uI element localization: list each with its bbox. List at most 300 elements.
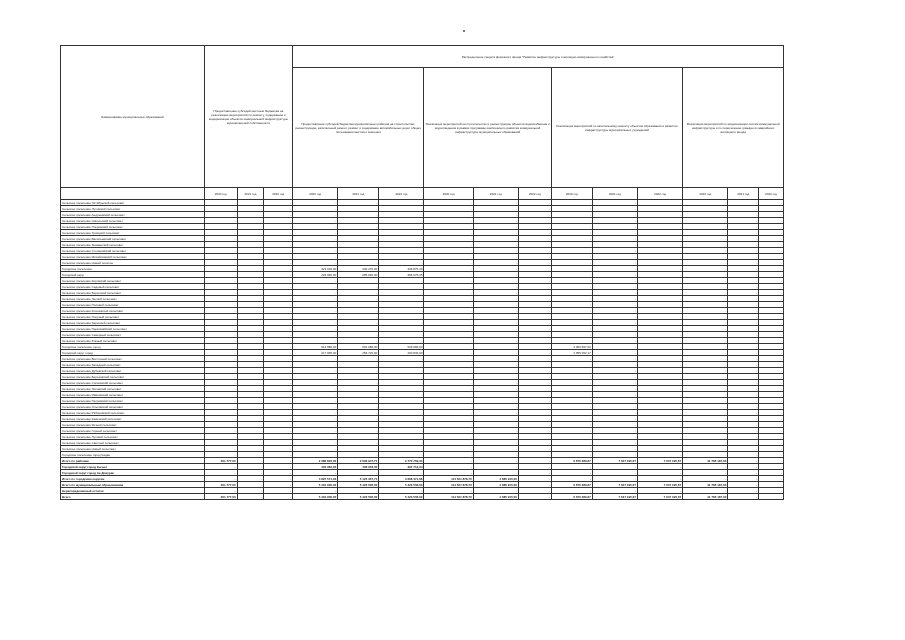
- value-cell: -: [379, 410, 424, 416]
- municipality-name: Сельское поселение Каменский сельсовет: [61, 416, 205, 422]
- value-cell: -: [293, 386, 338, 392]
- value-cell: -: [592, 290, 637, 296]
- value-cell: -: [293, 452, 338, 458]
- value-cell: -: [759, 440, 784, 446]
- value-cell: -: [551, 452, 592, 458]
- value-cell: -: [264, 278, 293, 284]
- value-cell: -: [683, 218, 728, 224]
- value-cell: -: [728, 356, 759, 362]
- value-cell: -: [759, 386, 784, 392]
- value-cell: -: [683, 488, 728, 494]
- value-cell: -: [424, 254, 473, 260]
- value-cell: -: [759, 218, 784, 224]
- value-cell: -: [379, 380, 424, 386]
- value-cell: 261 777,00: [204, 482, 237, 488]
- value-cell: -: [551, 380, 592, 386]
- value-cell: -: [638, 422, 683, 428]
- value-cell: -: [759, 356, 784, 362]
- value-cell: -: [473, 290, 518, 296]
- value-cell: -: [592, 320, 637, 326]
- value-cell: -: [264, 380, 293, 386]
- municipality-name: Сельское поселение Андреевский сельсовет: [61, 212, 205, 218]
- value-cell: -: [518, 272, 551, 278]
- value-cell: -: [293, 248, 338, 254]
- value-cell: -: [518, 302, 551, 308]
- value-cell: -: [204, 200, 237, 206]
- value-cell: -: [638, 488, 683, 494]
- value-cell: -: [338, 386, 379, 392]
- value-cell: -: [264, 344, 293, 350]
- value-cell: -: [592, 206, 637, 212]
- value-cell: -: [204, 290, 237, 296]
- value-cell: -: [293, 212, 338, 218]
- value-cell: -: [293, 338, 338, 344]
- value-cell: -: [728, 494, 759, 500]
- value-cell: -: [293, 302, 338, 308]
- value-cell: -: [204, 248, 237, 254]
- value-cell: 7 647 195,67: [638, 482, 683, 488]
- value-cell: -: [338, 404, 379, 410]
- value-cell: -: [379, 224, 424, 230]
- year-header: 2020 год: [293, 188, 338, 200]
- value-cell: -: [237, 302, 264, 308]
- value-cell: -: [518, 470, 551, 476]
- value-cell: -: [518, 254, 551, 260]
- value-cell: 7 647 195,67: [638, 494, 683, 500]
- value-cell: -: [424, 290, 473, 296]
- value-cell: -: [638, 302, 683, 308]
- value-cell: -: [759, 248, 784, 254]
- value-cell: 7 647 195,67: [638, 458, 683, 464]
- value-cell: -: [379, 248, 424, 254]
- value-cell: -: [728, 236, 759, 242]
- value-cell: -: [293, 356, 338, 362]
- year-header: 2021 год: [473, 188, 518, 200]
- municipality-name: Сельское поселение Ольховский сельсовет: [61, 404, 205, 410]
- value-cell: -: [683, 278, 728, 284]
- value-cell: -: [551, 320, 592, 326]
- value-cell: -: [759, 362, 784, 368]
- value-cell: -: [338, 470, 379, 476]
- municipality-name: Сельское поселение Знаменский сельсовет: [61, 242, 205, 248]
- value-cell: -: [592, 416, 637, 422]
- header-program: Распределение средств Дорожного фонда "Развитие инфраструктуры и жилищно-коммунального хозяйства": [293, 46, 784, 68]
- value-cell: -: [728, 230, 759, 236]
- value-cell: -: [728, 290, 759, 296]
- value-cell: -: [204, 410, 237, 416]
- year-header-blank: [61, 188, 205, 200]
- value-cell: -: [424, 284, 473, 290]
- value-cell: -: [759, 404, 784, 410]
- value-cell: -: [638, 452, 683, 458]
- value-cell: -: [379, 428, 424, 434]
- value-cell: -: [473, 350, 518, 356]
- value-cell: -: [683, 290, 728, 296]
- value-cell: -: [683, 410, 728, 416]
- value-cell: -: [518, 386, 551, 392]
- value-cell: -: [592, 464, 637, 470]
- value-cell: -: [424, 266, 473, 272]
- value-cell: -: [204, 218, 237, 224]
- value-cell: -: [592, 386, 637, 392]
- value-cell: -: [237, 452, 264, 458]
- value-cell: -: [473, 200, 518, 206]
- municipality-name: Сельское поселение Липовский сельсовет: [61, 386, 205, 392]
- value-cell: -: [638, 464, 683, 470]
- value-cell: -: [728, 380, 759, 386]
- value-cell: -: [424, 338, 473, 344]
- value-cell: -: [424, 260, 473, 266]
- municipality-name: Городское поселение город Чадан: [61, 452, 205, 458]
- value-cell: -: [424, 356, 473, 362]
- value-cell: 5 423 506,00: [379, 494, 424, 500]
- value-cell: -: [683, 476, 728, 482]
- value-cell: -: [592, 476, 637, 482]
- value-cell: -: [518, 380, 551, 386]
- value-cell: -: [264, 416, 293, 422]
- value-cell: -: [592, 470, 637, 476]
- municipality-name: Сельское поселение Лесной сельсовет: [61, 296, 205, 302]
- value-cell: -: [293, 428, 338, 434]
- value-cell: -: [728, 422, 759, 428]
- value-cell: 41 785 187,00: [683, 458, 728, 464]
- municipality-name: Сельское поселение Речной сельсовет: [61, 422, 205, 428]
- value-cell: -: [237, 374, 264, 380]
- value-cell: -: [204, 254, 237, 260]
- value-cell: -: [338, 320, 379, 326]
- value-cell: -: [473, 242, 518, 248]
- value-cell: -: [592, 254, 637, 260]
- value-cell: 2 955 062,17: [551, 350, 592, 356]
- value-cell: -: [518, 218, 551, 224]
- value-cell: -: [551, 446, 592, 452]
- value-cell: -: [638, 440, 683, 446]
- value-cell: -: [237, 212, 264, 218]
- value-cell: -: [728, 374, 759, 380]
- value-cell: -: [518, 260, 551, 266]
- value-cell: 114 521 878,70: [424, 494, 473, 500]
- value-cell: -: [293, 368, 338, 374]
- value-cell: -: [424, 224, 473, 230]
- value-cell: -: [592, 368, 637, 374]
- value-cell: 397 712,34: [379, 464, 424, 470]
- value-cell: -: [759, 344, 784, 350]
- value-cell: -: [638, 308, 683, 314]
- table-body: [61, 200, 784, 500]
- municipality-name: Сельское поселение Троицкий сельсовет: [61, 230, 205, 236]
- value-cell: -: [237, 434, 264, 440]
- value-cell: -: [204, 368, 237, 374]
- value-cell: -: [638, 296, 683, 302]
- value-cell: -: [551, 248, 592, 254]
- value-cell: 4 897 571,00: [293, 476, 338, 482]
- value-cell: 261 777,00: [204, 458, 237, 464]
- value-cell: -: [592, 272, 637, 278]
- municipality-name: Городское поселение: [61, 266, 205, 272]
- value-cell: -: [473, 488, 518, 494]
- value-cell: -: [424, 218, 473, 224]
- value-cell: -: [551, 242, 592, 248]
- value-cell: -: [379, 314, 424, 320]
- value-cell: -: [237, 272, 264, 278]
- value-cell: 4 685 915,00: [473, 482, 518, 488]
- value-cell: -: [424, 296, 473, 302]
- value-cell: -: [338, 356, 379, 362]
- value-cell: -: [683, 254, 728, 260]
- value-cell: -: [759, 278, 784, 284]
- value-cell: -: [592, 380, 637, 386]
- value-cell: -: [338, 374, 379, 380]
- value-cell: -: [728, 458, 759, 464]
- value-cell: -: [551, 356, 592, 362]
- value-cell: -: [293, 230, 338, 236]
- value-cell: -: [759, 302, 784, 308]
- value-cell: -: [264, 452, 293, 458]
- value-cell: -: [592, 332, 637, 338]
- value-cell: -: [683, 446, 728, 452]
- value-cell: -: [473, 404, 518, 410]
- value-cell: -: [264, 494, 293, 500]
- value-cell: -: [592, 356, 637, 362]
- value-cell: -: [473, 224, 518, 230]
- municipality-name: Городской округ город: [61, 350, 205, 356]
- value-cell: -: [638, 446, 683, 452]
- value-cell: -: [293, 296, 338, 302]
- value-cell: 7 647 195,67: [592, 458, 637, 464]
- value-cell: -: [638, 236, 683, 242]
- year-header: 2020 год: [683, 188, 728, 200]
- value-cell: -: [424, 236, 473, 242]
- value-cell: -: [473, 296, 518, 302]
- value-cell: -: [518, 440, 551, 446]
- value-cell: -: [728, 302, 759, 308]
- municipality-name: Сельское поселение Южный сельсовет: [61, 338, 205, 344]
- value-cell: -: [237, 296, 264, 302]
- value-cell: -: [683, 200, 728, 206]
- value-cell: -: [759, 224, 784, 230]
- value-cell: -: [237, 260, 264, 266]
- value-cell: -: [592, 224, 637, 230]
- value-cell: -: [759, 470, 784, 476]
- year-header: 2021 год: [237, 188, 264, 200]
- value-cell: -: [728, 470, 759, 476]
- value-cell: -: [264, 488, 293, 494]
- value-cell: -: [473, 332, 518, 338]
- value-cell: -: [379, 404, 424, 410]
- value-cell: 3 668 471,68: [379, 476, 424, 482]
- municipality-name: Сельское поселение Ключевской сельсовет: [61, 308, 205, 314]
- value-cell: -: [264, 458, 293, 464]
- value-cell: -: [759, 398, 784, 404]
- value-cell: 3 000 567,00: [551, 344, 592, 350]
- value-cell: -: [293, 488, 338, 494]
- value-cell: -: [728, 206, 759, 212]
- value-cell: -: [424, 212, 473, 218]
- value-cell: -: [759, 452, 784, 458]
- value-cell: -: [759, 350, 784, 356]
- value-cell: -: [551, 224, 592, 230]
- value-cell: -: [204, 308, 237, 314]
- value-cell: -: [728, 398, 759, 404]
- value-cell: -: [683, 404, 728, 410]
- value-cell: -: [551, 476, 592, 482]
- value-cell: -: [379, 320, 424, 326]
- value-cell: -: [728, 254, 759, 260]
- value-cell: -: [379, 260, 424, 266]
- value-cell: -: [518, 296, 551, 302]
- value-cell: -: [551, 428, 592, 434]
- value-cell: -: [473, 284, 518, 290]
- value-cell: -: [264, 470, 293, 476]
- value-cell: -: [551, 284, 592, 290]
- value-cell: -: [237, 386, 264, 392]
- value-cell: -: [728, 410, 759, 416]
- value-cell: -: [551, 272, 592, 278]
- value-cell: -: [237, 464, 264, 470]
- value-cell: -: [264, 206, 293, 212]
- value-cell: -: [473, 206, 518, 212]
- year-header: 2022 год: [638, 188, 683, 200]
- value-cell: -: [638, 200, 683, 206]
- value-cell: -: [473, 398, 518, 404]
- value-cell: -: [592, 410, 637, 416]
- value-cell: -: [518, 398, 551, 404]
- value-cell: -: [473, 302, 518, 308]
- value-cell: -: [638, 386, 683, 392]
- value-cell: -: [638, 374, 683, 380]
- value-cell: -: [728, 272, 759, 278]
- value-cell: -: [293, 314, 338, 320]
- value-cell: -: [638, 254, 683, 260]
- value-cell: 5 404 900,00: [293, 482, 338, 488]
- value-cell: -: [473, 380, 518, 386]
- value-cell: -: [473, 434, 518, 440]
- year-header: 2022 год: [264, 188, 293, 200]
- value-cell: -: [592, 218, 637, 224]
- value-cell: -: [683, 242, 728, 248]
- value-cell: -: [592, 404, 637, 410]
- value-cell: -: [728, 368, 759, 374]
- value-cell: -: [683, 350, 728, 356]
- value-cell: -: [638, 356, 683, 362]
- value-cell: -: [728, 392, 759, 398]
- municipality-name: Сельское поселение Петровский сельсовет: [61, 398, 205, 404]
- value-cell: -: [204, 266, 237, 272]
- value-cell: -: [683, 332, 728, 338]
- value-cell: -: [518, 464, 551, 470]
- value-cell: -: [551, 422, 592, 428]
- value-cell: -: [379, 200, 424, 206]
- municipality-name: Сельское поселение Новый сельсовет: [61, 446, 205, 452]
- value-cell: -: [728, 362, 759, 368]
- value-cell: -: [759, 494, 784, 500]
- value-cell: -: [638, 278, 683, 284]
- value-cell: -: [424, 230, 473, 236]
- municipality-name: Сельское поселение Дубовский сельсовет: [61, 368, 205, 374]
- municipality-name: Городской округ город Ак-Довурак: [61, 470, 205, 476]
- value-cell: -: [592, 422, 637, 428]
- value-cell: -: [424, 344, 473, 350]
- value-cell: -: [518, 206, 551, 212]
- value-cell: -: [638, 338, 683, 344]
- value-cell: -: [551, 260, 592, 266]
- value-cell: -: [379, 284, 424, 290]
- value-cell: -: [204, 374, 237, 380]
- value-cell: -: [424, 272, 473, 278]
- value-cell: 217 965,00: [293, 350, 338, 356]
- value-cell: -: [237, 236, 264, 242]
- municipality-name: Сельское поселение Луговой сельсовет: [61, 434, 205, 440]
- value-cell: -: [683, 440, 728, 446]
- value-cell: -: [264, 368, 293, 374]
- value-cell: -: [473, 368, 518, 374]
- value-cell: -: [293, 284, 338, 290]
- municipality-name: Сельское поселение Михайловский сельсовет: [61, 254, 205, 260]
- value-cell: -: [293, 236, 338, 242]
- value-cell: -: [264, 308, 293, 314]
- value-cell: -: [237, 428, 264, 434]
- value-cell: -: [379, 422, 424, 428]
- municipality-name: Сельское поселение Береговой сельсовет: [61, 290, 205, 296]
- value-cell: -: [379, 278, 424, 284]
- value-cell: -: [473, 428, 518, 434]
- value-cell: -: [728, 260, 759, 266]
- value-cell: -: [204, 206, 237, 212]
- value-cell: -: [264, 350, 293, 356]
- value-cell: -: [338, 380, 379, 386]
- value-cell: -: [638, 434, 683, 440]
- value-cell: -: [551, 392, 592, 398]
- value-cell: -: [759, 464, 784, 470]
- value-cell: -: [264, 434, 293, 440]
- value-cell: -: [293, 260, 338, 266]
- value-cell: -: [204, 260, 237, 266]
- value-cell: -: [728, 200, 759, 206]
- value-cell: -: [424, 242, 473, 248]
- value-cell: -: [473, 272, 518, 278]
- municipality-name: Сельское поселение Покровский сельсовет: [61, 224, 205, 230]
- value-cell: -: [638, 362, 683, 368]
- municipality-name: Сельское поселение Ивановский сельсовет: [61, 392, 205, 398]
- value-cell: -: [264, 392, 293, 398]
- value-cell: -: [638, 242, 683, 248]
- value-cell: -: [759, 476, 784, 482]
- value-cell: -: [264, 440, 293, 446]
- page-mark: [463, 30, 465, 32]
- value-cell: -: [518, 446, 551, 452]
- value-cell: -: [204, 224, 237, 230]
- value-cell: -: [683, 284, 728, 290]
- value-cell: -: [338, 452, 379, 458]
- value-cell: -: [338, 428, 379, 434]
- value-cell: -: [293, 374, 338, 380]
- value-cell: -: [379, 362, 424, 368]
- value-cell: -: [683, 380, 728, 386]
- value-cell: -: [204, 242, 237, 248]
- value-cell: -: [293, 224, 338, 230]
- value-cell: -: [683, 308, 728, 314]
- value-cell: 2 770 759,34: [379, 458, 424, 464]
- value-cell: -: [638, 206, 683, 212]
- value-cell: 7 647 195,67: [592, 494, 637, 500]
- value-cell: -: [592, 230, 637, 236]
- value-cell: -: [237, 278, 264, 284]
- value-cell: -: [424, 470, 473, 476]
- value-cell: -: [424, 434, 473, 440]
- value-cell: -: [759, 416, 784, 422]
- value-cell: 330 270,00: [338, 266, 379, 272]
- value-cell: -: [551, 308, 592, 314]
